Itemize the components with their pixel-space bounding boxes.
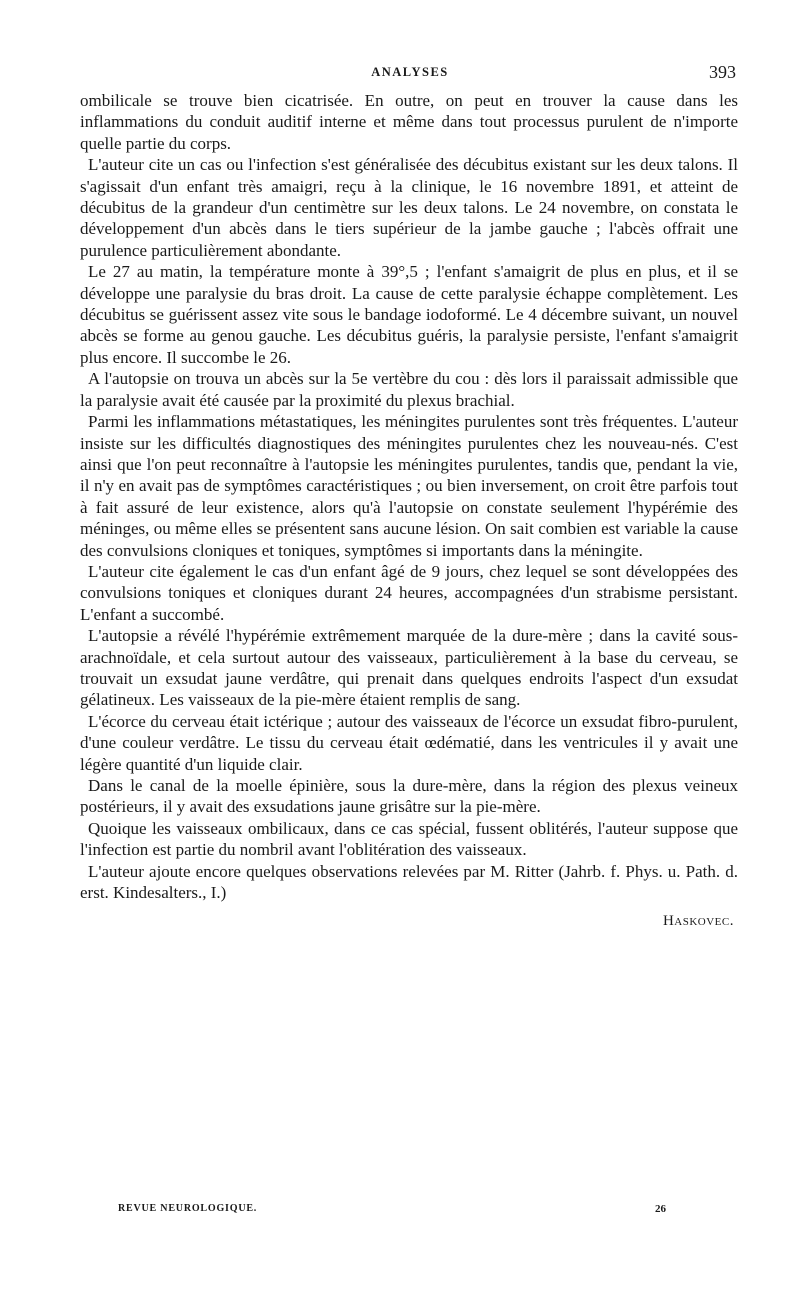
paragraph: L'auteur cite un cas ou l'infection s'est généralisée des décubitus existant sur les deux talons. Il s'agissait d'un enfant très amaigri, reçu à la clinique, le 16 novembre 1891, et atteint de décubitus de la grandeur d'un centimètre sur les deux talons. Le 24 novembre, on constata le développement d'un abcès dans le tiers supérieur de la jambe gauche ; l'abcès offrait une purulence particulièrement abondante. (80, 155, 738, 260)
sheet-number: 26 (655, 1203, 666, 1215)
paragraph: L'auteur ajoute encore quelques observations relevées par M. Ritter (Jahrb. f. Phys. u. Path. d. erst. Kindesalters., I.) (80, 861, 738, 903)
paragraph: L'autopsie a révélé l'hypérémie extrêmement marquée de la dure-mère ; dans la cavité sous-arachnoïdale, et cela surtout autour des vaisseaux, particulièrement à la base du cerveau, se trouvait un exsudat jaune verdâtre, qui prenait dans quelques endroits l'aspect d'un exsudat gélatineux. Les vaisseaux de la pie-mère étaient remplis de sang. (80, 626, 738, 710)
paragraph: Parmi les inflammations métastatiques, les méningites purulentes sont très fréquentes. L'auteur insiste sur les difficultés diagnostiques des méningites purulentes chez les nouveau-nés. C'est ainsi que l'on peut reconnaître à l'autopsie les méningites purulentes, tandis que, pendant la vie, il n'y en avait pas de symptômes caractéristiques ; ou bien inversement, on croit être parfois tout à fait assuré de leur existence, alors qu'à l'autopsie on constate seulement l'hypérémie des méninges, ou même elles se présentent sans aucune lésion. On sait combien est variable la cause des convulsions cloniques et toniques, symptômes si importants dans la méningite. (80, 412, 738, 560)
paragraph: Quoique les vaisseaux ombilicaux, dans ce cas spécial, fussent oblitérés, l'auteur suppose que l'infection est partie du nombril avant l'oblitération des vaisseaux. (80, 818, 738, 860)
paragraph: Le 27 au matin, la température monte à 39°,5 ; l'enfant s'amaigrit de plus en plus, et il se développe une paralysie du bras droit. La cause de cette paralysie échappe complètement. Les décubitus se guérissent assez vite sous le bandage iodoformé. Le 4 décembre suivant, un nouvel abcès se forme au genou gauche. Les décubitus guéris, la paralysie persiste, l'enfant s'amaigrit plus encore. Il succombe le 26. (80, 262, 738, 367)
running-head (80, 62, 740, 84)
article-body (80, 90, 738, 933)
page-number: 393 (709, 62, 736, 82)
paragraph: Dans le canal de la moelle épinière, sous la dure-mère, dans la région des plexus veineux postérieurs, il y avait des exsudations jaune grisâtre sur la pie-mère. (80, 776, 738, 817)
journal-footer: REVUE NEUROLOGIQUE. (118, 1203, 258, 1214)
paragraph: L'écorce du cerveau était ictérique ; autour des vaisseaux de l'écorce un exsudat fibro-purulent, d'une couleur verdâtre. Le tissu du cerveau était œdématié, dans les ventricules il y avait une légère quantité d'un liquide clair. (80, 711, 738, 774)
paragraph: L'auteur cite également le cas d'un enfant âgé de 9 jours, chez lequel se sont développées des convulsions toniques et cloniques durant 24 heures, accompagnées d'un strabisme persistant. L'enfant a succombé. (80, 561, 738, 624)
paragraph: ombilicale se trouve bien cicatrisée. En outre, on peut en trouver la cause dans les inflammations du conduit auditif interne et même dans tout processus purulent de n'importe quelle partie du corps. (80, 91, 738, 153)
running-title: ANALYSES (371, 65, 449, 79)
author-signature: Haskovec. (662, 913, 734, 930)
paragraph: A l'autopsie on trouva un abcès sur la 5e vertèbre du cou : dès lors il paraissait admissible que la paralysie avait été causée par la proximité du plexus brachial. (80, 369, 738, 410)
